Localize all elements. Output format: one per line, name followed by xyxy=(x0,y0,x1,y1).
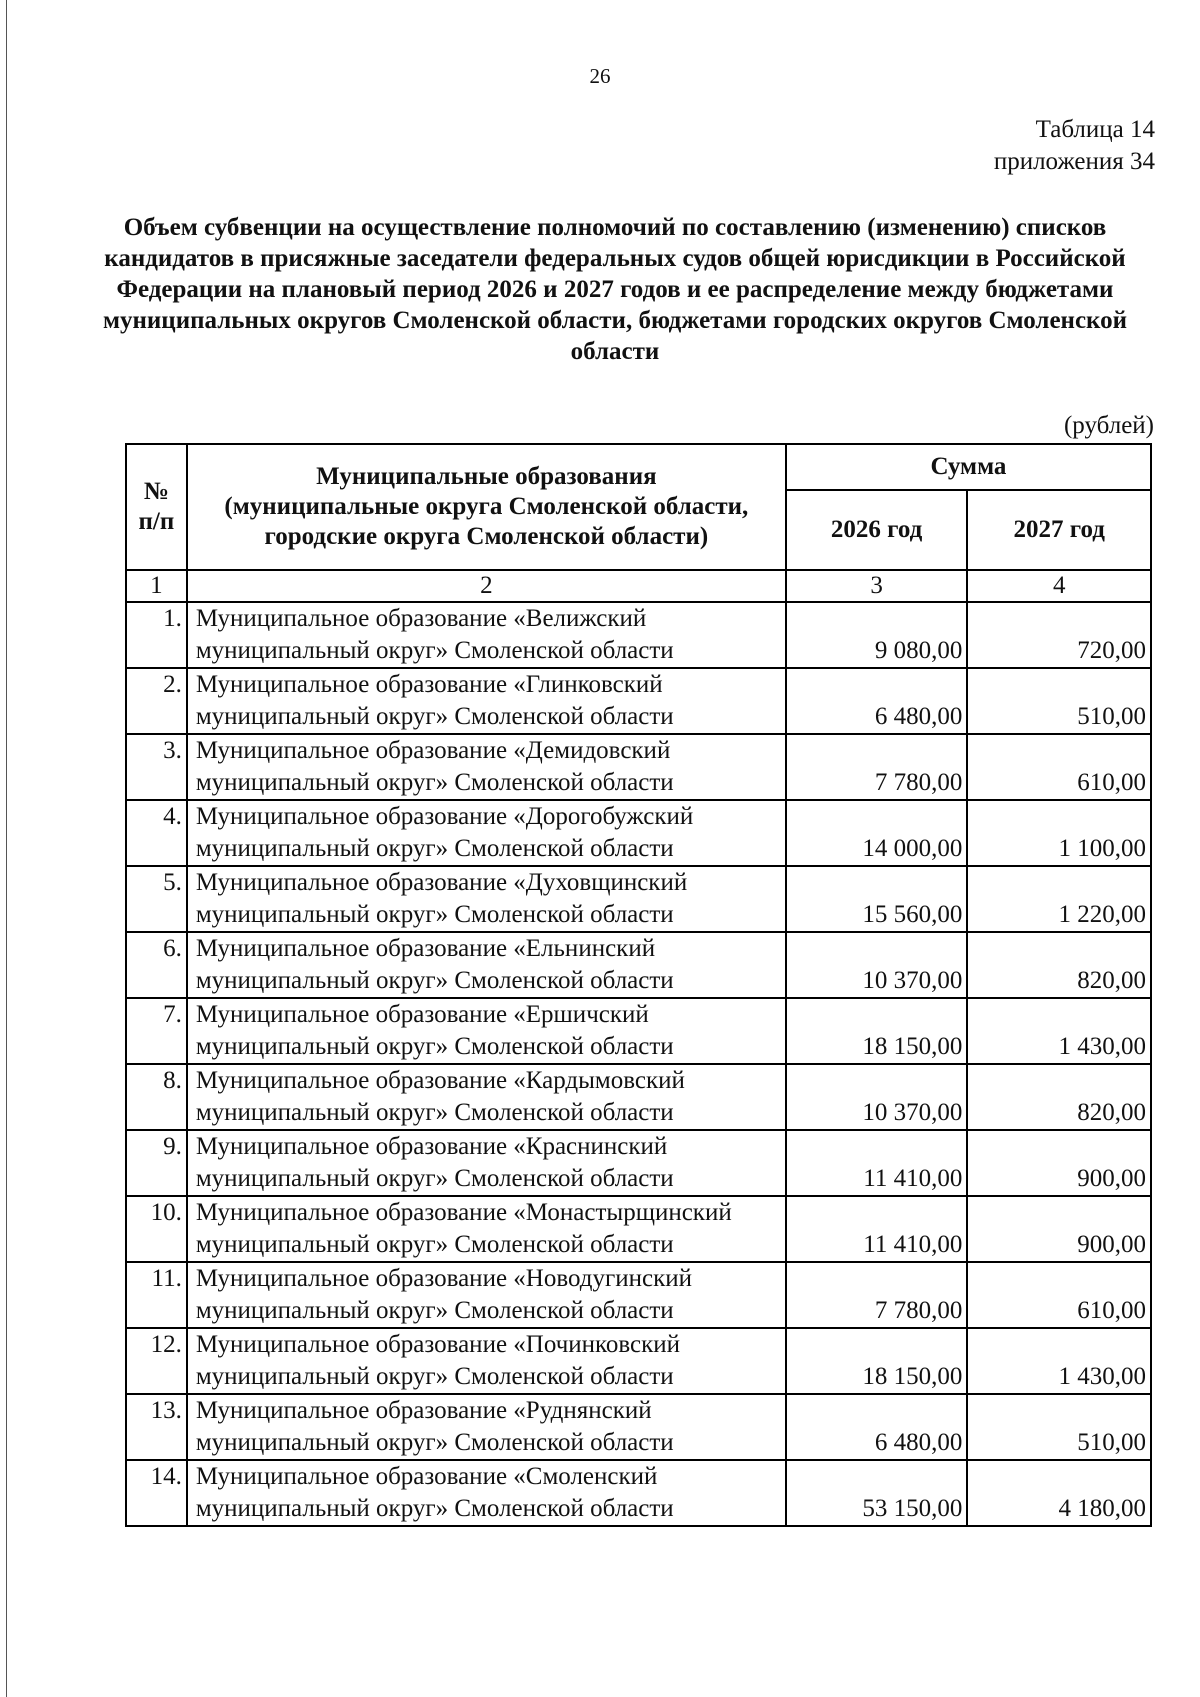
table-row xyxy=(126,1460,1151,1526)
row-sum-2026: 15 560,00 xyxy=(786,866,967,932)
row-sum-2027: 610,00 xyxy=(967,734,1151,800)
header-year-2027: 2027 год xyxy=(967,490,1151,570)
table-row xyxy=(126,1262,1151,1328)
table-row xyxy=(126,734,1151,800)
subvention-table xyxy=(125,443,1152,1527)
unit-label: (рублей) xyxy=(1063,412,1154,439)
row-sum-2026: 10 370,00 xyxy=(786,1064,967,1130)
header-year-2026: 2026 год xyxy=(786,490,967,570)
row-sum-2026: 7 780,00 xyxy=(786,734,967,800)
row-number: 14. xyxy=(126,1460,187,1526)
row-sum-2026: 14 000,00 xyxy=(786,800,967,866)
row-number: 9. xyxy=(126,1130,187,1196)
row-sum-2026: 53 150,00 xyxy=(786,1460,967,1526)
row-municipality-name: Муниципальное образование «Духовщинский муниципальный округ» Смоленской области xyxy=(187,866,786,932)
table-reference-line2: приложения 34 xyxy=(993,148,1155,175)
row-sum-2026: 10 370,00 xyxy=(786,932,967,998)
table-row xyxy=(126,998,1151,1064)
page-edge-line xyxy=(6,0,7,1697)
page-number: 26 xyxy=(589,64,611,88)
row-municipality-name: Муниципальное образование «Смоленский муниципальный округ» Смоленской области xyxy=(187,1460,786,1526)
row-number: 10. xyxy=(126,1196,187,1262)
table-row xyxy=(126,800,1151,866)
row-sum-2027: 1 220,00 xyxy=(967,866,1151,932)
table-row xyxy=(126,1328,1151,1394)
row-sum-2026: 9 080,00 xyxy=(786,602,967,668)
row-sum-2026: 11 410,00 xyxy=(786,1196,967,1262)
table-reference xyxy=(994,114,1155,178)
table-row xyxy=(126,668,1151,734)
row-municipality-name: Муниципальное образование «Демидовский муниципальный округ» Смоленской области xyxy=(187,734,786,800)
row-sum-2027: 900,00 xyxy=(967,1196,1151,1262)
row-number: 1. xyxy=(126,602,187,668)
row-municipality-name: Муниципальное образование «Глинковский муниципальный округ» Смоленской области xyxy=(187,668,786,734)
header-sum: Сумма xyxy=(786,444,1151,490)
table-row xyxy=(126,1064,1151,1130)
document-title: Объем субвенции на осуществление полномочий по составлению (изменению) списков кандидатов в присяжные заседатели федеральных судов общей юрисдикции в Российской Федерации на плановый период 2026 и 2027 годов и ее распределение между бюджетами муниципальных округов Смоленской области, бюджетами городских округов Смоленской области xyxy=(102,214,1128,365)
row-number: 11. xyxy=(126,1262,187,1328)
row-number: 2. xyxy=(126,668,187,734)
row-sum-2027: 900,00 xyxy=(967,1130,1151,1196)
row-municipality-name: Муниципальное образование «Дорогобужский муниципальный округ» Смоленской области xyxy=(187,800,786,866)
row-sum-2026: 11 410,00 xyxy=(786,1130,967,1196)
row-sum-2026: 18 150,00 xyxy=(786,1328,967,1394)
row-municipality-name: Муниципальное образование «Краснинский муниципальный округ» Смоленской области xyxy=(187,1130,786,1196)
row-municipality-name: Муниципальное образование «Новодугинский муниципальный округ» Смоленской области xyxy=(187,1262,786,1328)
row-sum-2027: 1 430,00 xyxy=(967,1328,1151,1394)
column-number: 1 xyxy=(126,570,187,602)
table-row xyxy=(126,1130,1151,1196)
row-sum-2027: 1 100,00 xyxy=(967,800,1151,866)
row-municipality-name: Муниципальное образование «Монастырщинский муниципальный округ» Смоленской области xyxy=(187,1196,786,1262)
header-number: № п/п xyxy=(126,444,187,570)
row-number: 8. xyxy=(126,1064,187,1130)
row-sum-2027: 4 180,00 xyxy=(967,1460,1151,1526)
row-number: 12. xyxy=(126,1328,187,1394)
row-sum-2027: 1 430,00 xyxy=(967,998,1151,1064)
row-municipality-name: Муниципальное образование «Починковский муниципальный округ» Смоленской области xyxy=(187,1328,786,1394)
header-municipality: Муниципальные образования (муниципальные округа Смоленской области, городские округа Смоленской области) xyxy=(187,444,786,570)
row-number: 6. xyxy=(126,932,187,998)
row-sum-2027: 510,00 xyxy=(967,668,1151,734)
row-sum-2027: 510,00 xyxy=(967,1394,1151,1460)
column-number: 4 xyxy=(967,570,1151,602)
table-row xyxy=(126,932,1151,998)
row-number: 4. xyxy=(126,800,187,866)
row-municipality-name: Муниципальное образование «Ершичский муниципальный округ» Смоленской области xyxy=(187,998,786,1064)
column-number-row xyxy=(126,570,1151,602)
row-municipality-name: Муниципальное образование «Велижский муниципальный округ» Смоленской области xyxy=(187,602,786,668)
row-municipality-name: Муниципальное образование «Руднянский муниципальный округ» Смоленской области xyxy=(187,1394,786,1460)
row-sum-2026: 6 480,00 xyxy=(786,668,967,734)
column-number: 2 xyxy=(187,570,786,602)
table-row xyxy=(126,1394,1151,1460)
row-sum-2026: 7 780,00 xyxy=(786,1262,967,1328)
table-reference-line1: Таблица 14 xyxy=(1035,116,1155,143)
row-sum-2027: 820,00 xyxy=(967,932,1151,998)
column-number: 3 xyxy=(786,570,967,602)
table-row xyxy=(126,866,1151,932)
row-sum-2026: 18 150,00 xyxy=(786,998,967,1064)
row-sum-2027: 820,00 xyxy=(967,1064,1151,1130)
row-number: 5. xyxy=(126,866,187,932)
row-sum-2027: 720,00 xyxy=(967,602,1151,668)
row-number: 7. xyxy=(126,998,187,1064)
table-row xyxy=(126,1196,1151,1262)
row-sum-2027: 610,00 xyxy=(967,1262,1151,1328)
row-number: 3. xyxy=(126,734,187,800)
row-municipality-name: Муниципальное образование «Ельнинский муниципальный округ» Смоленской области xyxy=(187,932,786,998)
table-row xyxy=(126,602,1151,668)
row-number: 13. xyxy=(126,1394,187,1460)
row-sum-2026: 6 480,00 xyxy=(786,1394,967,1460)
row-municipality-name: Муниципальное образование «Кардымовский муниципальный округ» Смоленской области xyxy=(187,1064,786,1130)
